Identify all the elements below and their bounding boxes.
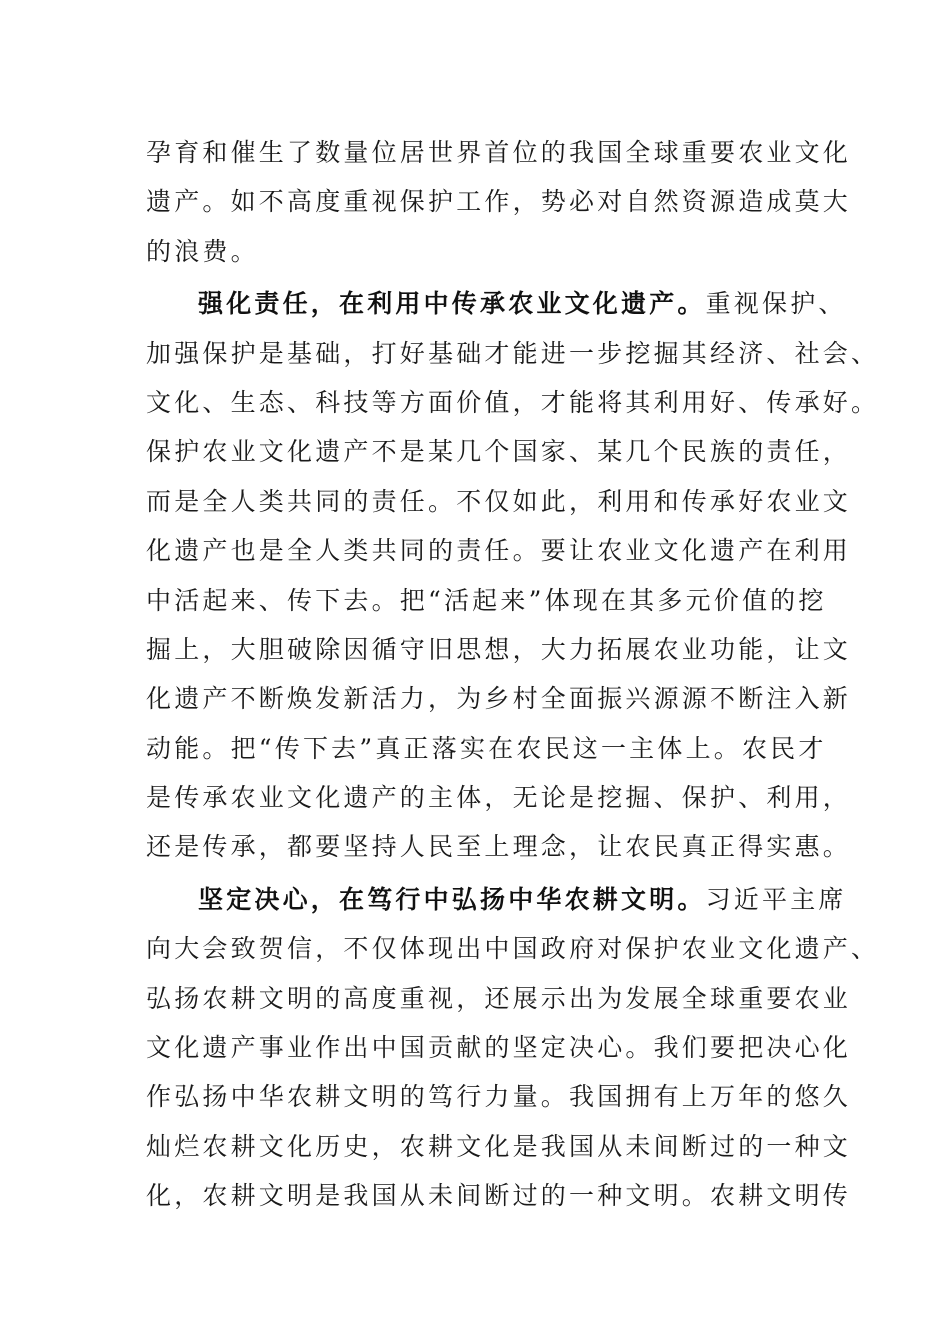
article-body [146,128,880,1221]
text-line: 动能。把“传下去”真正落实在农民这一主体上。农民才 [146,733,827,763]
paragraph-3 [146,875,880,1221]
text-line: 是传承农业文化遗产的主体，无论是挖掘、保护、利用， [146,783,852,813]
text-line: 向大会致贺信，不仅体现出中国政府对保护农业文化遗产、 [146,934,880,964]
paragraph-heading: 强化责任，在利用中传承农业文化遗产。 [198,289,706,319]
text-line: 灿烂农耕文化历史，农耕文化是我国从未间断过的一种文 [146,1131,852,1161]
paragraph-1 [146,128,852,276]
text-line: 作弘扬中华农耕文明的笃行力量。我国拥有上万年的悠久 [146,1082,852,1112]
text-line: 遗产。如不高度重视保护工作，势必对自然资源造成莫大 [146,187,852,217]
text-line [146,279,847,328]
text-line: 弘扬农耕文明的高度重视，还展示出为发展全球重要农业 [146,983,852,1013]
text-line: 孕育和催生了数量位居世界首位的我国全球重要农业文化 [146,138,852,167]
text-line: 保护农业文化遗产不是某几个国家、某几个民族的责任， [146,437,852,467]
text-line: 还是传承，都要坚持人民至上理念，让农民真正得实惠。 [146,832,852,862]
text-line: 化遗产不断焕发新活力，为乡村全面振兴源源不断注入新 [146,684,852,714]
text-line: 而是全人类共同的责任。不仅如此，利用和传承好农业文 [146,486,852,516]
text-line: 中活起来、传下去。把“活起来”体现在其多元价值的挖 [146,585,827,615]
text-line: 加强保护是基础，打好基础才能进一步挖掘其经济、社会、 [146,338,880,368]
paragraph-2 [146,279,880,872]
text-line: 文化、生态、科技等方面价值，才能将其利用好、传承好。 [146,387,880,417]
text-run: 习近平主席 [705,884,847,914]
text-run: 重视保护、 [705,289,847,319]
text-line: 化遗产也是全人类共同的责任。要让农业文化遗产在利用 [146,536,852,566]
text-line: 掘上，大胆破除因循守旧思想，大力拓展农业功能，让文 [146,634,852,664]
text-line [146,875,847,924]
text-line: 文化遗产事业作出中国贡献的坚定决心。我们要把决心化 [146,1033,852,1063]
text-line: 的浪费。 [146,236,259,266]
text-line: 化，农耕文明是我国从未间断过的一种文明。农耕文明传 [146,1181,852,1211]
paragraph-heading: 坚定决心，在笃行中弘扬中华农耕文明。 [198,884,706,914]
